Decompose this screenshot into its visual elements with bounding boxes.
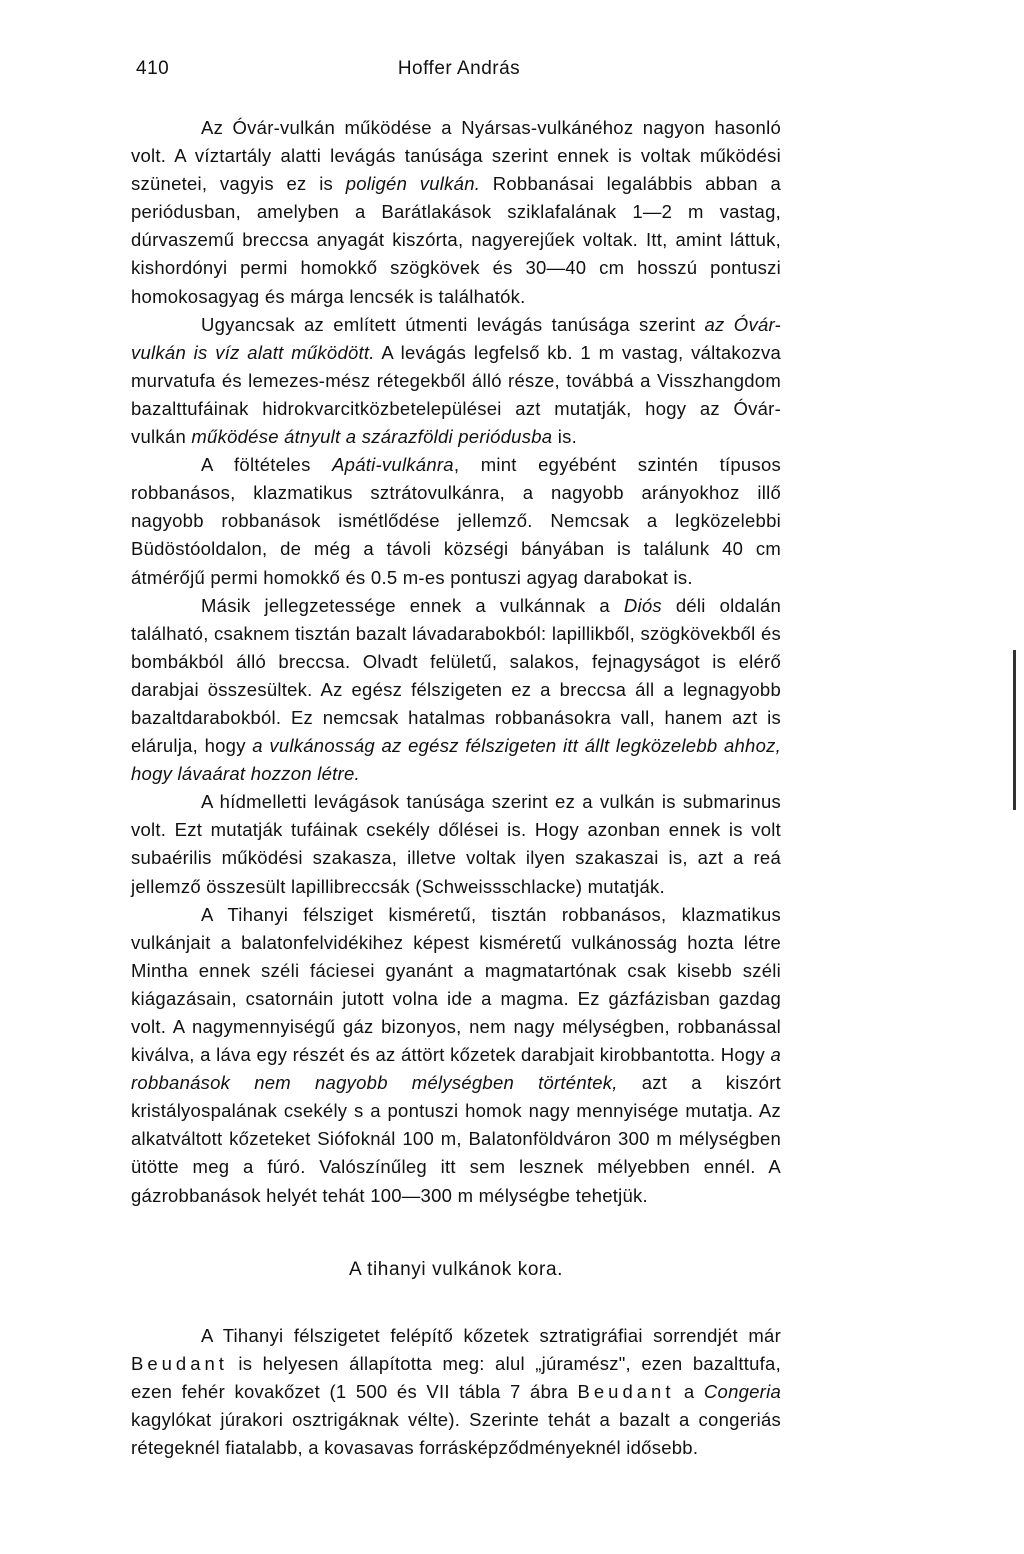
page-header (136, 58, 782, 88)
paragraph (131, 311, 781, 451)
text-run: Robbanásai legalábbis abban a periódusban, amelyben a Barátlakások sziklafalának 1—2 m vastag, dúrvaszemű breccsa anyagát kiszórta, nagyerejűek voltak. Itt, amint láttuk, kishordónyi permi homokkő szögkövek és 30—40 cm hosszú pontuszi homokosagyag és márga lencsék is találhatók. (131, 173, 781, 307)
final-paragraph (131, 1322, 781, 1462)
italic-text: a vulkánosság az egész félszigeten itt állt legközelebb ahhoz, hogy lávaárat hozzon létre. (131, 735, 781, 785)
italic-text: az Óvár-vulkán is víz alatt működött. (131, 313, 781, 363)
page-body (131, 114, 781, 1462)
running-head: Hoffer András (397, 58, 521, 79)
text-run: Másik jellegzetessége ennek a vulkánnak a (201, 594, 624, 616)
paragraph (131, 788, 781, 900)
paragraph-list (131, 114, 781, 1210)
paragraph (131, 114, 781, 311)
paragraph (131, 901, 781, 1210)
spaced-name: Beudant (577, 1380, 675, 1402)
italic-text: poligén vulkán. (345, 173, 481, 195)
text-run: is helyesen állapította meg: alul „júramész", ezen bazalttufa, ezen fehér kovakőzet (1 500 és VII tábla 7 ábra (131, 1352, 781, 1402)
text-run: a (674, 1380, 704, 1402)
spaced-name: Beudant (131, 1352, 228, 1374)
text-run: kagylókat júrakori osztrigáknak vélte). Szerinte tehát a bazalt a congeriás rétegeknél fiatalabb, a kovasavas forrásképződményeknél idősebb. (131, 1409, 781, 1459)
italic-text: Congeria (703, 1380, 781, 1402)
text-run: , mint egyébént szintén típusos robbanásos, klazmatikus sztrátovulkánra, a nagyobb arányokhoz illő nagyobb robbanások ismétlődése jellemző. Nemcsak a legközelebbi Büdöstóoldalon, de még a távoli községi bányában is találunk 40 cm átmérőjű permi homokkő és 0.5 m-es pontuszi agyag darabokat is. (131, 454, 781, 588)
text-run: Az Óvár-vulkán működése a Nyársas-vulkánéhoz nagyon hasonló volt. A víztartály alatti levágás tanúsága szerint ennek is voltak működési szünetei, vagyis ez is (131, 117, 781, 195)
text-run: déli oldalán található, csaknem tisztán bazalt lávadarabokból: lapillikből, szögkövekből és bombákból álló breccsa. Olvadt felületű, salakos, fejnagyságot is elérő darabjai összesültek. Az egész félszigeten ez a breccsa áll a legnagyobb bazaltdarabokból. Ez nemcsak hatalmas robbanásokra vall, hanem azt is elárulja, hogy (131, 594, 781, 757)
text-run: A levágás legfelső kb. 1 m vastag, váltakozva murvatufa és lemezes-mész rétegekből álló része, továbbá a Visszhangdom bazalttufáinak hidrokvarcitközbetelepülései azt mutatják, hogy az Óvár-vulkán (131, 341, 781, 448)
page-number: 410 (136, 58, 170, 79)
italic-text: Diós (623, 594, 662, 616)
italic-text: a robbanások nem nagyobb mélységben történtek, (131, 1044, 781, 1094)
paragraph (131, 451, 781, 591)
italic-text: működése átnyult a szárazföldi periódusba (191, 426, 553, 448)
text-run: A föltételes (201, 454, 333, 476)
text-run: is. (552, 426, 577, 448)
scan-edge-mark (1013, 650, 1016, 810)
italic-text: Apáti-vulkánra (332, 454, 454, 476)
section-heading: A tihanyi vulkánok kora. (348, 1258, 563, 1280)
text-run: A hídmelletti levágások tanúsága szerint ez a vulkán is submarinus volt. Ezt mutatják tufáinak csekély dőlései is. Hogy azonban ennek is volt subaérilis működési szakasza, illetve voltak ilyen szakaszai is, azt a reá jellemző összesült lapillibreccsák (Schweissschlacke) mutatják. (131, 791, 781, 897)
paragraph (131, 592, 781, 789)
text-run: Ugyancsak az említett útmenti levágás tanúsága szerint (201, 313, 705, 335)
text-run: A Tihanyi félsziget kisméretű, tisztán robbanásos, klazmatikus vulkánjait a balatonfelvidékihez képest kisméretű vulkánosság hozta létre Mintha ennek széli fáciesei gyanánt a magmatartónak csak kisebb széli kiágazásain, csatornáin jutott volna ide a magma. Ez gázfázisban gazdag volt. A nagymennyiségű gáz bizonyos, nem nagy mélységben, robbanással kiválva, a láva egy részét és az áttört kőzetek darabjait kirobbantotta. Hogy (131, 903, 781, 1066)
text-run: A Tihanyi félszigetet felépítő kőzetek sztratigráfiai sorrendjét már (201, 1324, 781, 1346)
text-run: azt a kiszórt kristályospalának csekély s a pontuszi homok nagy mennyisége mutatja. Az alkatváltott kőzeteket Siófoknál 100 m, Balatonföldváron 300 m mélységben ütötte meg a fúró. Valószínűleg itt sem lesznek mélyebben ennél. A gázrobbanások helyét tehát 100—300 m mélységbe tehetjük. (131, 1072, 781, 1206)
